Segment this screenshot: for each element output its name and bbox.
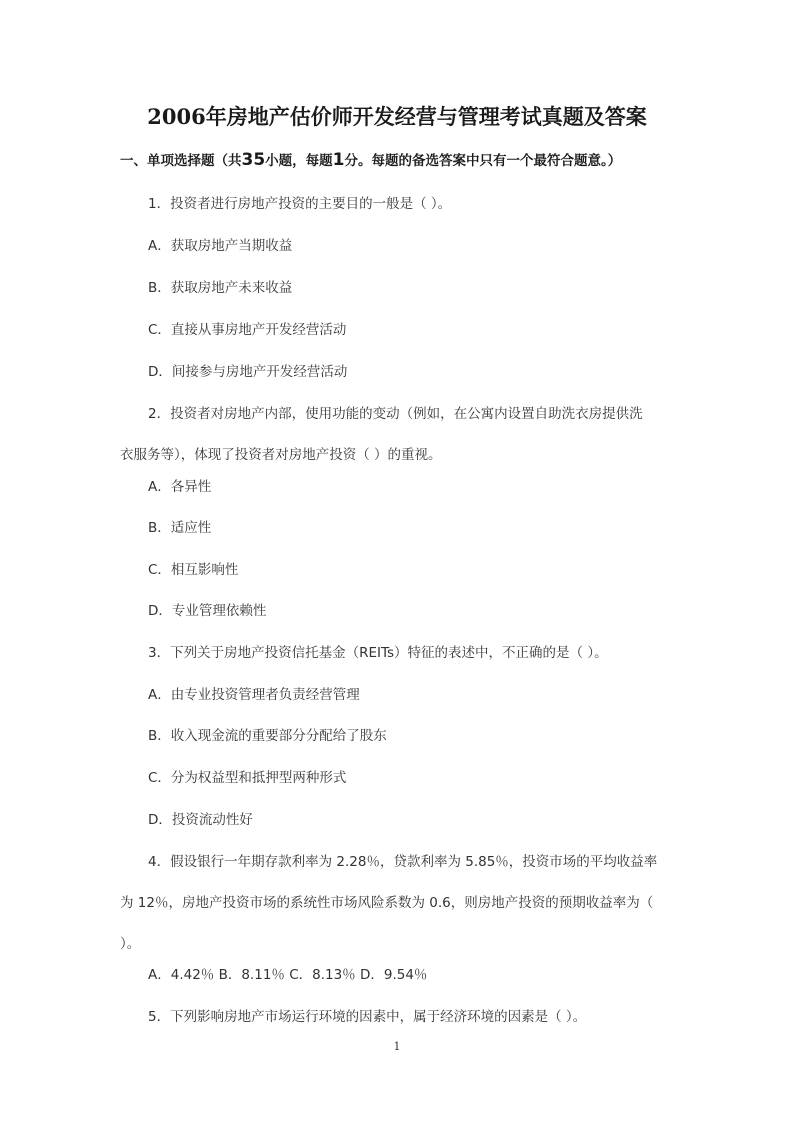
question-2-line-2: 衣服务等），体现了投资者对房地产投资（ ）的重视。 — [120, 447, 442, 463]
section-heading-middle: 小题，每题 — [265, 153, 333, 169]
question-3-option-b: B．收入现金流的重要部分分配给了股东 — [148, 728, 387, 744]
question-4-line-2: 为 12％，房地产投资市场的系统性市场风险系数为 0.6，则房地产投资的预期收益率为（ — [120, 895, 654, 911]
question-4-line-1: 4．假设银行一年期存款利率为 2.28％，贷款利率为 5.85％，投资市场的平均收益率 — [148, 854, 658, 870]
question-1-option-c: C．直接从事房地产开发经营活动 — [148, 322, 347, 338]
question-5: 5．下列影响房地产市场运行环境的因素中，属于经济环境的因素是（ ）。 — [148, 1009, 587, 1025]
question-3-option-a: A．由专业投资管理者负责经营管理 — [148, 687, 360, 703]
question-2-option-b: B．适应性 — [148, 520, 212, 536]
question-1-option-a: A．获取房地产当期收益 — [148, 238, 293, 254]
question-2-option-d: D．专业管理依赖性 — [148, 603, 267, 619]
question-3-option-d: D．投资流动性好 — [148, 812, 253, 828]
question-2-line-1: 2．投资者对房地产内部，使用功能的变动（例如，在公寓内设置自助洗衣房提供洗 — [148, 406, 643, 422]
question-4-options: A．4.42％ B．8.11％ C．8.13％ D．9.54％ — [148, 967, 428, 983]
section-heading-prefix: 一、单项选择题（共 — [120, 153, 242, 169]
question-1-option-b: B．获取房地产未来收益 — [148, 280, 293, 296]
question-1: 1．投资者进行房地产投资的主要目的一般是（ ）。 — [148, 196, 452, 212]
section-heading-suffix: 分。每题的备选答案中只有一个最符合题意。） — [344, 153, 622, 169]
question-2-option-a: A．各异性 — [148, 479, 212, 495]
question-3-option-c: C．分为权益型和抵押型两种形式 — [148, 770, 347, 786]
question-count: 35 — [241, 150, 266, 170]
page-title: 2006年房地产估价师开发经营与管理考试真题及答案 — [147, 104, 647, 129]
question-score: 1 — [332, 150, 345, 170]
page-number: 1 — [393, 1040, 401, 1053]
section-heading — [120, 149, 621, 170]
question-3: 3．下列关于房地产投资信托基金（REITs）特征的表述中，不正确的是（ ）。 — [148, 645, 608, 661]
question-2-option-c: C．相互影响性 — [148, 562, 239, 578]
question-1-option-d: D．间接参与房地产开发经营活动 — [148, 364, 348, 380]
question-4-line-3: ）。 — [120, 936, 141, 952]
